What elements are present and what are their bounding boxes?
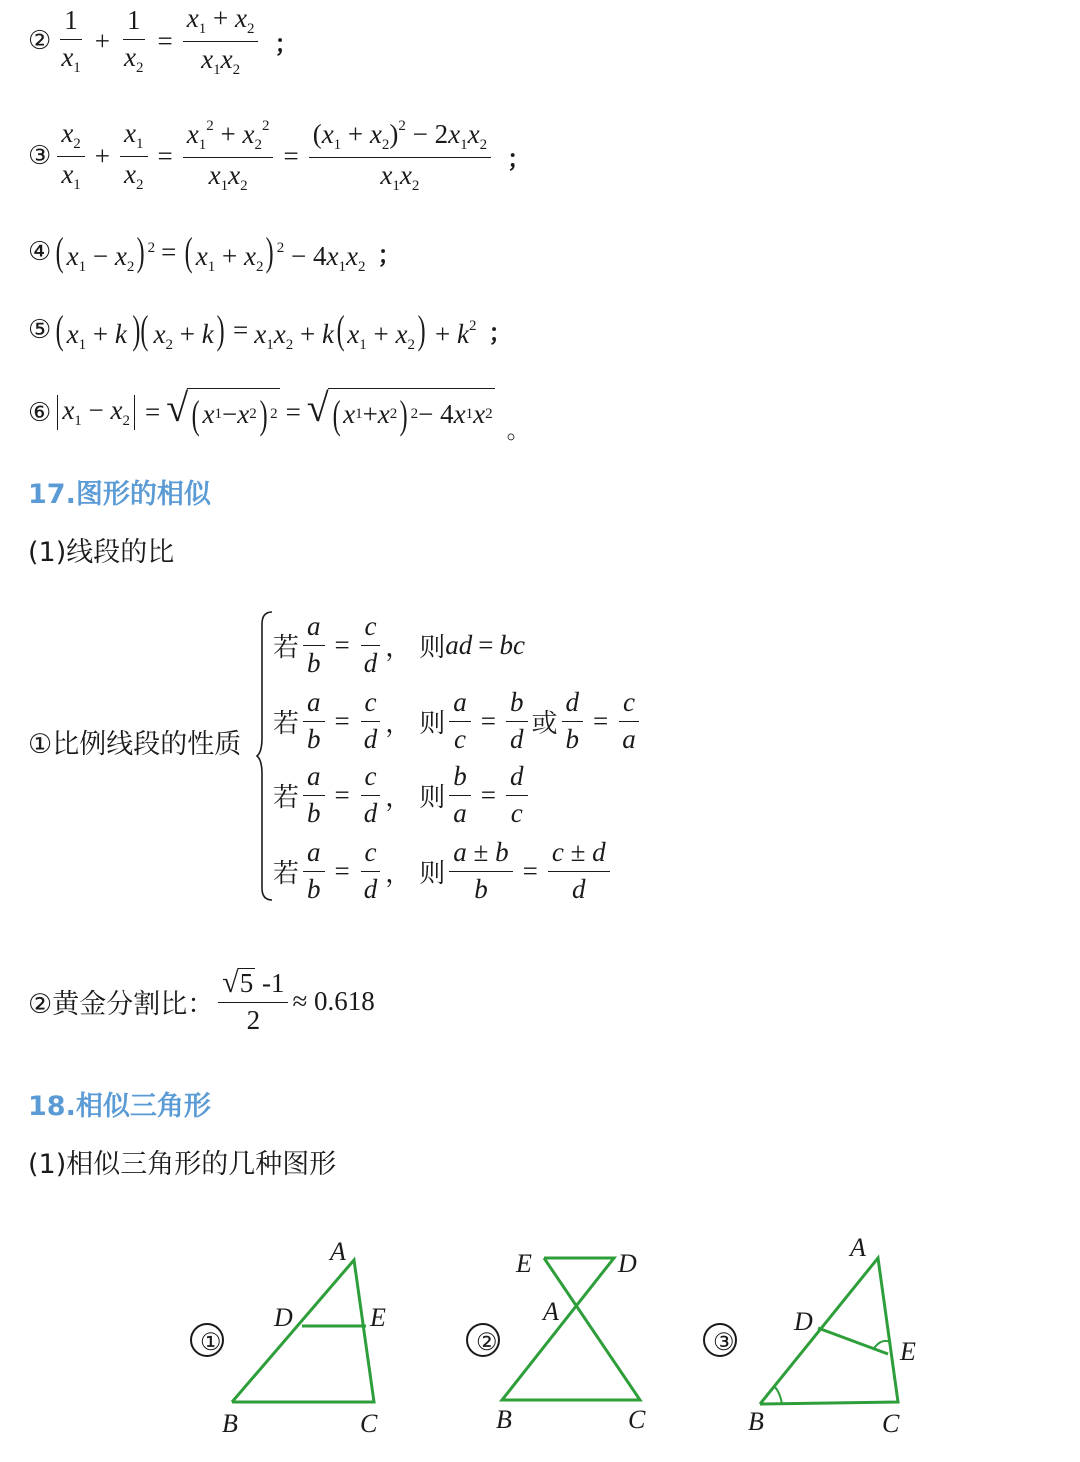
formula-number: ③	[28, 141, 52, 171]
figure-1	[232, 1260, 374, 1402]
svg-text:C: C	[360, 1409, 378, 1438]
section-18-sub1: (1)相似三角形的几种图形	[28, 1149, 337, 1180]
formula-number: ④	[28, 237, 52, 267]
formula-6: ⑥ $x_1 - x_2$ = √ ( x 1 − x 2 ) 2 = √ ( x 1 + x 2 ) 2 − 4 x 1 x 2 。	[28, 384, 531, 444]
figure-2-label: ②	[476, 1330, 498, 1356]
golden-ratio: ②黄金分割比： √ 5 -1 2 ≈ 0.618	[28, 966, 375, 1035]
semicolon: ；	[507, 144, 532, 173]
formula-5: ⑤ ($x_1 + k$ )( $x_2 + k$) = $x_1x_2 + k(x_1 + x_2) + k^2$ ；	[28, 307, 513, 353]
period: 。	[506, 416, 531, 444]
svg-text:D: D	[274, 1303, 293, 1332]
section-18-heading: 18.相似三角形	[28, 1091, 211, 1122]
section-17-heading: 17.图形的相似	[28, 479, 211, 510]
semicolon: ；	[274, 29, 299, 58]
formula-number: ②	[28, 26, 52, 56]
svg-text:C: C	[628, 1405, 646, 1434]
proportion-row-4: 若 $\frac{a}{b}$ = $\frac{c}{d}$ ， 则 $\frac{a \pm b}{b}$ = $\frac{c \pm d}{d}$	[273, 838, 614, 904]
figure-2	[502, 1258, 640, 1400]
svg-text:A: A	[330, 1237, 346, 1266]
svg-text:B: B	[496, 1405, 512, 1434]
figure-1-label: ①	[200, 1330, 222, 1356]
svg-text:E: E	[370, 1303, 386, 1332]
svg-text:B: B	[222, 1409, 238, 1438]
figure-3-label: ③	[713, 1330, 735, 1356]
svg-text:D: D	[794, 1307, 813, 1336]
semicolon: ；	[377, 240, 402, 269]
proportion-row-2: 若 $\frac{a}{b}$ = $\frac{c}{d}$ ， 则 $\frac{a}{c}$ = $\frac{b}{d}$ 或 $\frac{d}{b}$ = $\frac{c}{a}$	[273, 688, 644, 754]
formula-2: ② $\frac{1}{x_1}$ + $\frac{1}{x_2}$ = $\frac{x_1 + x_2}{x_1x_2}$ ；	[28, 3, 299, 78]
formula-number: ⑥	[28, 397, 52, 428]
similar-triangle-figures	[170, 1220, 1050, 1452]
svg-text:E: E	[516, 1249, 532, 1278]
formula-3: ③ $\frac{x_2}{x_1}$ + $\frac{x_1}{x_2}$ = $\frac{x_1^2 + x_2^2}{x_1x_2}$ = $\frac{(x_1 + x_2)^2 - 2x_1x_2}{x_1x_2}$ ；	[28, 118, 532, 194]
proportion-row-3: 若 $\frac{a}{b}$ = $\frac{c}{d}$ ， 则 $\frac{b}{a}$ = $\frac{d}{c}$	[273, 762, 532, 828]
svg-text:A: A	[850, 1233, 866, 1262]
svg-text:A: A	[543, 1297, 559, 1326]
section-17-sub1: (1)线段的比	[28, 537, 175, 568]
svg-text:E: E	[900, 1337, 916, 1366]
formula-number: ⑤	[28, 315, 52, 345]
proportion-label: ①比例线段的性质	[28, 729, 242, 760]
svg-text:B: B	[748, 1407, 764, 1436]
proportion-row-1: 若 $\frac{a}{b}$ = $\frac{c}{d}$ ， 则 ad = bc	[273, 611, 525, 678]
svg-text:C: C	[882, 1409, 900, 1438]
svg-text:D: D	[618, 1249, 637, 1278]
semicolon: ；	[488, 318, 513, 347]
left-brace-icon	[256, 610, 274, 902]
figure-3	[760, 1258, 898, 1404]
formula-4: ④ $(x_1 - x_2)$ $^2$ = $(x_1 + x_2) ^2 - 4x_1x_2$ ；	[28, 229, 402, 275]
